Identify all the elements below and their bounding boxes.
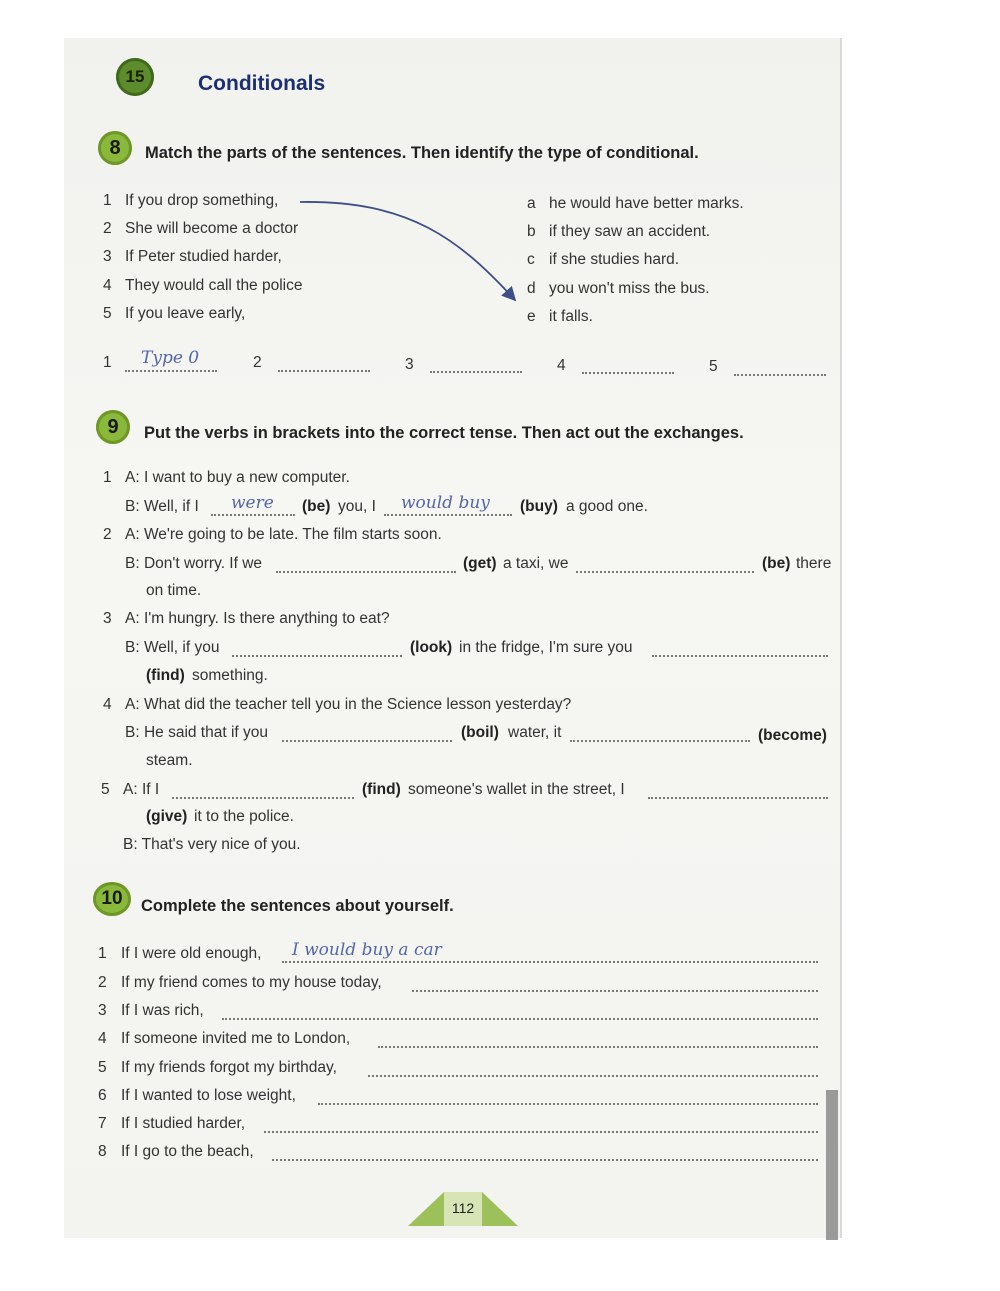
ex9-verb: (get) bbox=[463, 555, 497, 572]
ex10-item-number: 2 bbox=[98, 974, 107, 991]
ex9-verb: (give) bbox=[146, 808, 188, 825]
ex8-left-item: She will become a doctor bbox=[125, 220, 299, 237]
ex10-answer-line[interactable] bbox=[282, 961, 818, 963]
ex10-item-number: 6 bbox=[98, 1087, 107, 1104]
ex9-text: someone's wallet in the street, I bbox=[408, 781, 625, 798]
ex9-text: in the fridge, I'm sure you bbox=[459, 639, 633, 656]
ex8-right-letter: c bbox=[527, 251, 535, 268]
ex8-right-item: you won't miss the bus. bbox=[549, 280, 710, 297]
ex9-verb: (be) bbox=[302, 498, 331, 515]
ex9-line-b: B: He said that if you bbox=[125, 724, 269, 741]
ex8-answer-blank[interactable] bbox=[278, 370, 370, 372]
ex10-handwritten-answer: I would buy a car bbox=[292, 940, 442, 960]
ex9-handwritten-answer: would buy bbox=[401, 493, 490, 513]
ex8-right-letter: a bbox=[527, 195, 536, 212]
ex10-item-number: 4 bbox=[98, 1030, 107, 1047]
ex8-left-number: 2 bbox=[103, 220, 112, 237]
ex9-verb: (look) bbox=[410, 639, 453, 656]
ex8-answer-number: 2 bbox=[253, 354, 262, 371]
page-number-tab bbox=[408, 1192, 518, 1226]
ex9-line-a: A: If I bbox=[123, 781, 160, 798]
ex8-answer-blank[interactable] bbox=[430, 371, 522, 373]
ex10-item-number: 7 bbox=[98, 1115, 107, 1132]
ex9-verb: (find) bbox=[146, 667, 185, 684]
ex9-item-number: 3 bbox=[103, 610, 112, 627]
ex10-item-text: If I studied harder, bbox=[121, 1115, 246, 1132]
ex9-verb: (become) bbox=[758, 727, 827, 744]
ex10-answer-line[interactable] bbox=[264, 1131, 818, 1133]
page-number: 112 bbox=[451, 1200, 475, 1216]
ex10-item-text: If I was rich, bbox=[121, 1002, 204, 1019]
ex8-right-item: if she studies hard. bbox=[549, 251, 680, 268]
ex9-line-b: B: That's very nice of you. bbox=[123, 836, 301, 853]
ex9-blank[interactable] bbox=[384, 514, 512, 516]
ex9-blank[interactable] bbox=[282, 740, 452, 742]
page-edge-shadow bbox=[826, 1090, 838, 1240]
ex10-answer-line[interactable] bbox=[368, 1075, 818, 1077]
ex9-line-a: A: I'm hungry. Is there anything to eat? bbox=[125, 610, 390, 627]
ex9-text: it to the police. bbox=[194, 808, 294, 825]
ex9-continuation: steam. bbox=[146, 752, 193, 769]
ex10-answer-line[interactable] bbox=[318, 1103, 818, 1105]
ex8-right-item: he would have better marks. bbox=[549, 195, 744, 212]
ex9-item-number: 1 bbox=[103, 469, 112, 486]
ex10-item-text: If I go to the beach, bbox=[121, 1143, 254, 1160]
ex9-line-a: A: We're going to be late. The film starts soon. bbox=[125, 526, 442, 543]
ex9-line-b: B: Well, if you bbox=[125, 639, 220, 656]
ex9-text: water, it bbox=[508, 724, 562, 741]
exercise-10-badge: 10 bbox=[93, 882, 131, 916]
exercise-8-badge: 8 bbox=[98, 131, 132, 165]
ex9-blank[interactable] bbox=[570, 740, 750, 742]
ex8-left-number: 4 bbox=[103, 277, 112, 294]
ex8-answer-number: 3 bbox=[405, 356, 414, 373]
ex8-answer-number: 5 bbox=[709, 358, 718, 375]
ex9-line-a: A: What did the teacher tell you in the Science lesson yesterday? bbox=[125, 696, 572, 713]
ex10-item-number: 8 bbox=[98, 1143, 107, 1160]
ex8-right-letter: d bbox=[527, 280, 536, 297]
ex9-line-a: A: I want to buy a new computer. bbox=[125, 469, 350, 486]
exercise-8-instruction: Match the parts of the sentences. Then identify the type of conditional. bbox=[145, 144, 699, 162]
ex8-left-item: They would call the police bbox=[125, 277, 303, 294]
ex8-left-item: If you leave early, bbox=[125, 305, 246, 322]
ex8-left-number: 3 bbox=[103, 248, 112, 265]
ex10-answer-line[interactable] bbox=[378, 1046, 818, 1048]
ex10-item-text: If someone invited me to London, bbox=[121, 1030, 351, 1047]
unit-title: Conditionals bbox=[198, 72, 326, 95]
ex8-answer-blank[interactable] bbox=[125, 370, 217, 372]
ex9-item-number: 4 bbox=[103, 696, 112, 713]
ex8-left-number: 5 bbox=[103, 305, 112, 322]
ex10-item-text: If I wanted to lose weight, bbox=[121, 1087, 296, 1104]
ex9-blank[interactable] bbox=[172, 797, 354, 799]
ex8-answer-blank[interactable] bbox=[582, 372, 674, 374]
ex9-continuation: on time. bbox=[146, 582, 202, 599]
page-tab-left-triangle bbox=[408, 1192, 444, 1226]
ex10-answer-line[interactable] bbox=[412, 990, 818, 992]
ex8-right-item: it falls. bbox=[549, 308, 593, 325]
ex10-answer-line[interactable] bbox=[222, 1018, 818, 1020]
ex9-blank[interactable] bbox=[211, 514, 295, 516]
ex9-text: you, I bbox=[338, 498, 376, 515]
ex9-text: a taxi, we bbox=[503, 555, 569, 572]
exercise-9-instruction: Put the verbs in brackets into the correct tense. Then act out the exchanges. bbox=[144, 424, 744, 442]
ex9-item-number: 5 bbox=[101, 781, 110, 798]
ex9-blank[interactable] bbox=[652, 655, 828, 657]
ex9-verb: (find) bbox=[362, 781, 401, 798]
ex9-verb: (buy) bbox=[520, 498, 558, 515]
ex10-answer-line[interactable] bbox=[272, 1159, 818, 1161]
ex9-line-b: B: Don't worry. If we bbox=[125, 555, 263, 572]
ex8-right-letter: e bbox=[527, 308, 536, 325]
ex9-text: there bbox=[796, 555, 832, 572]
ex8-left-item: If Peter studied harder, bbox=[125, 248, 282, 265]
ex8-answer-number: 1 bbox=[103, 354, 112, 371]
ex9-verb: (boil) bbox=[461, 724, 499, 741]
ex9-blank[interactable] bbox=[576, 571, 754, 573]
ex9-blank[interactable] bbox=[648, 797, 828, 799]
ex9-line-b: B: Well, if I bbox=[125, 498, 199, 515]
ex10-item-number: 5 bbox=[98, 1059, 107, 1076]
page-tab-right-triangle bbox=[482, 1192, 518, 1226]
ex8-answer-handwritten: Type 0 bbox=[141, 348, 200, 368]
ex9-text: a good one. bbox=[566, 498, 648, 515]
unit-number-badge: 15 bbox=[116, 58, 154, 96]
ex8-right-item: if they saw an accident. bbox=[549, 223, 711, 240]
ex10-item-text: If my friends forgot my birthday, bbox=[121, 1059, 337, 1076]
ex9-text: something. bbox=[192, 667, 268, 684]
ex10-item-text: If my friend comes to my house today, bbox=[121, 974, 382, 991]
ex8-answer-number: 4 bbox=[557, 357, 566, 374]
ex10-item-number: 1 bbox=[98, 945, 107, 962]
ex8-left-item: If you drop something, bbox=[125, 192, 279, 209]
ex8-right-letter: b bbox=[527, 223, 536, 240]
exercise-9-badge: 9 bbox=[96, 410, 130, 444]
ex9-blank[interactable] bbox=[276, 571, 456, 573]
exercise-10-instruction: Complete the sentences about yourself. bbox=[141, 897, 454, 915]
ex10-item-number: 3 bbox=[98, 1002, 107, 1019]
ex9-verb: (be) bbox=[762, 555, 791, 572]
ex10-item-text: If I were old enough, bbox=[121, 945, 262, 962]
match-arrow bbox=[290, 190, 530, 310]
ex8-left-number: 1 bbox=[103, 192, 112, 209]
ex9-handwritten-answer: were bbox=[231, 493, 274, 513]
ex8-answer-blank[interactable] bbox=[734, 374, 826, 376]
ex9-blank[interactable] bbox=[232, 655, 402, 657]
ex9-item-number: 2 bbox=[103, 526, 112, 543]
